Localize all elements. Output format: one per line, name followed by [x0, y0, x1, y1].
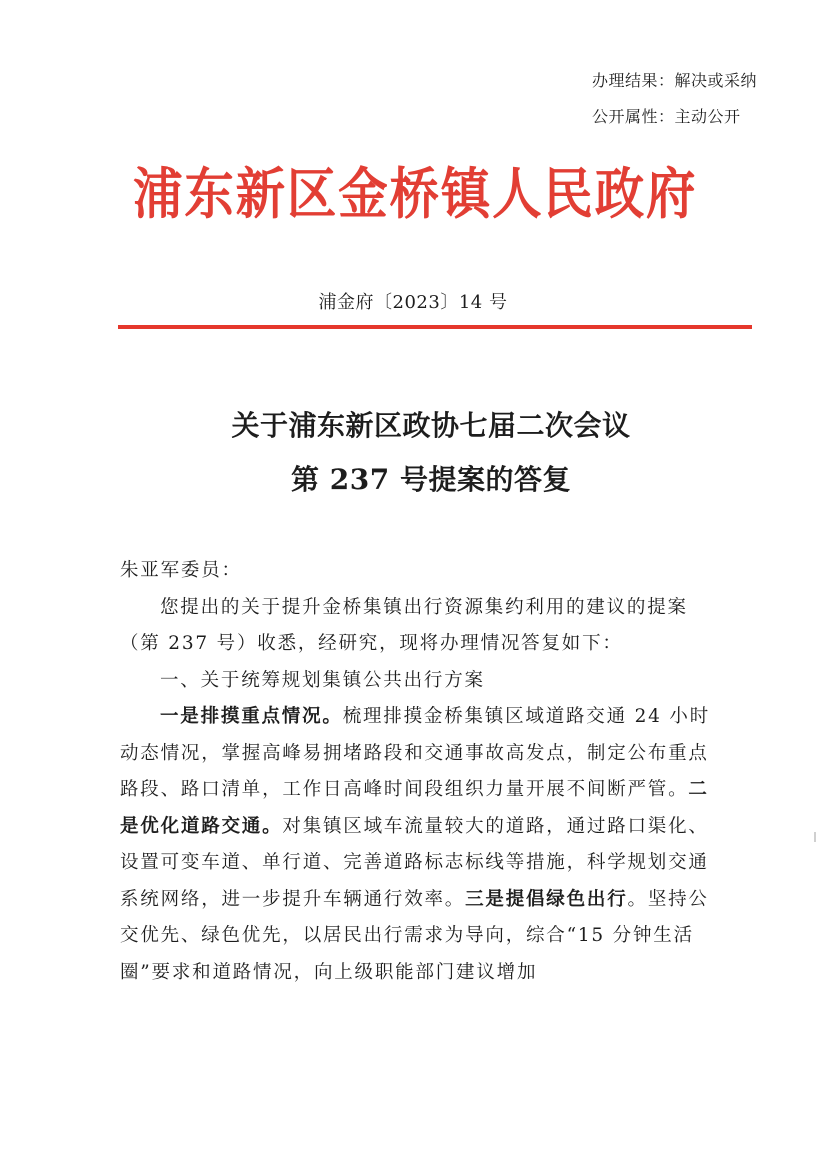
intro-paragraph: 您提出的关于提升金桥集镇出行资源集约利用的建议的提案（第 237 号）收悉，经研究，现将办理情况答复如下：	[120, 596, 688, 654]
document-body	[120, 553, 720, 991]
document-title-line-1: 关于浦东新区政协七届二次会议	[231, 409, 631, 442]
red-divider-line	[118, 325, 752, 329]
issuer-title: 浦东新区金桥镇人民政府	[133, 161, 698, 226]
salutation: 朱亚军委员：	[120, 560, 242, 581]
scan-artifact	[814, 832, 816, 842]
point-1-text: 梳理排摸金桥集镇区域道路交通 24 小时动态情况，掌握高峰易拥堵路段和交通事故高发点，制定公布重点路段、路口清单，工作日高峰时间段组织力量开展不间断严管。	[120, 706, 711, 800]
disclosure-attribute-label: 公开属性：主动公开	[592, 107, 741, 126]
section-1-heading: 一、关于统筹规划集镇公共出行方案	[160, 669, 485, 691]
point-1-lead: 一是排摸重点情况。	[160, 706, 343, 727]
point-2-lead: 二是优化道路交通。	[120, 779, 709, 837]
document-number: 浦金府〔2023〕14 号	[318, 292, 508, 313]
document-title-line-2: 第 237 号提案的答复	[291, 463, 571, 496]
point-2-text: 对集镇区域车流量较大的道路，通过路口渠化、设置可变车道、单行道、完善道路标志标线等措施，科学规划交通系统网络，进一步提升车辆通行效率。	[120, 815, 709, 910]
point-3-text: 。坚持公交优先、绿色优先，以居民出行需求为导向，综合“15 分钟生活圈”要求和道路情况，向上级职能部门建议增加	[120, 888, 709, 983]
handling-result-label: 办理结果：解决或采纳	[592, 71, 758, 90]
point-3-lead: 三是提倡绿色出行	[465, 888, 628, 910]
section-1-paragraph	[120, 699, 720, 991]
